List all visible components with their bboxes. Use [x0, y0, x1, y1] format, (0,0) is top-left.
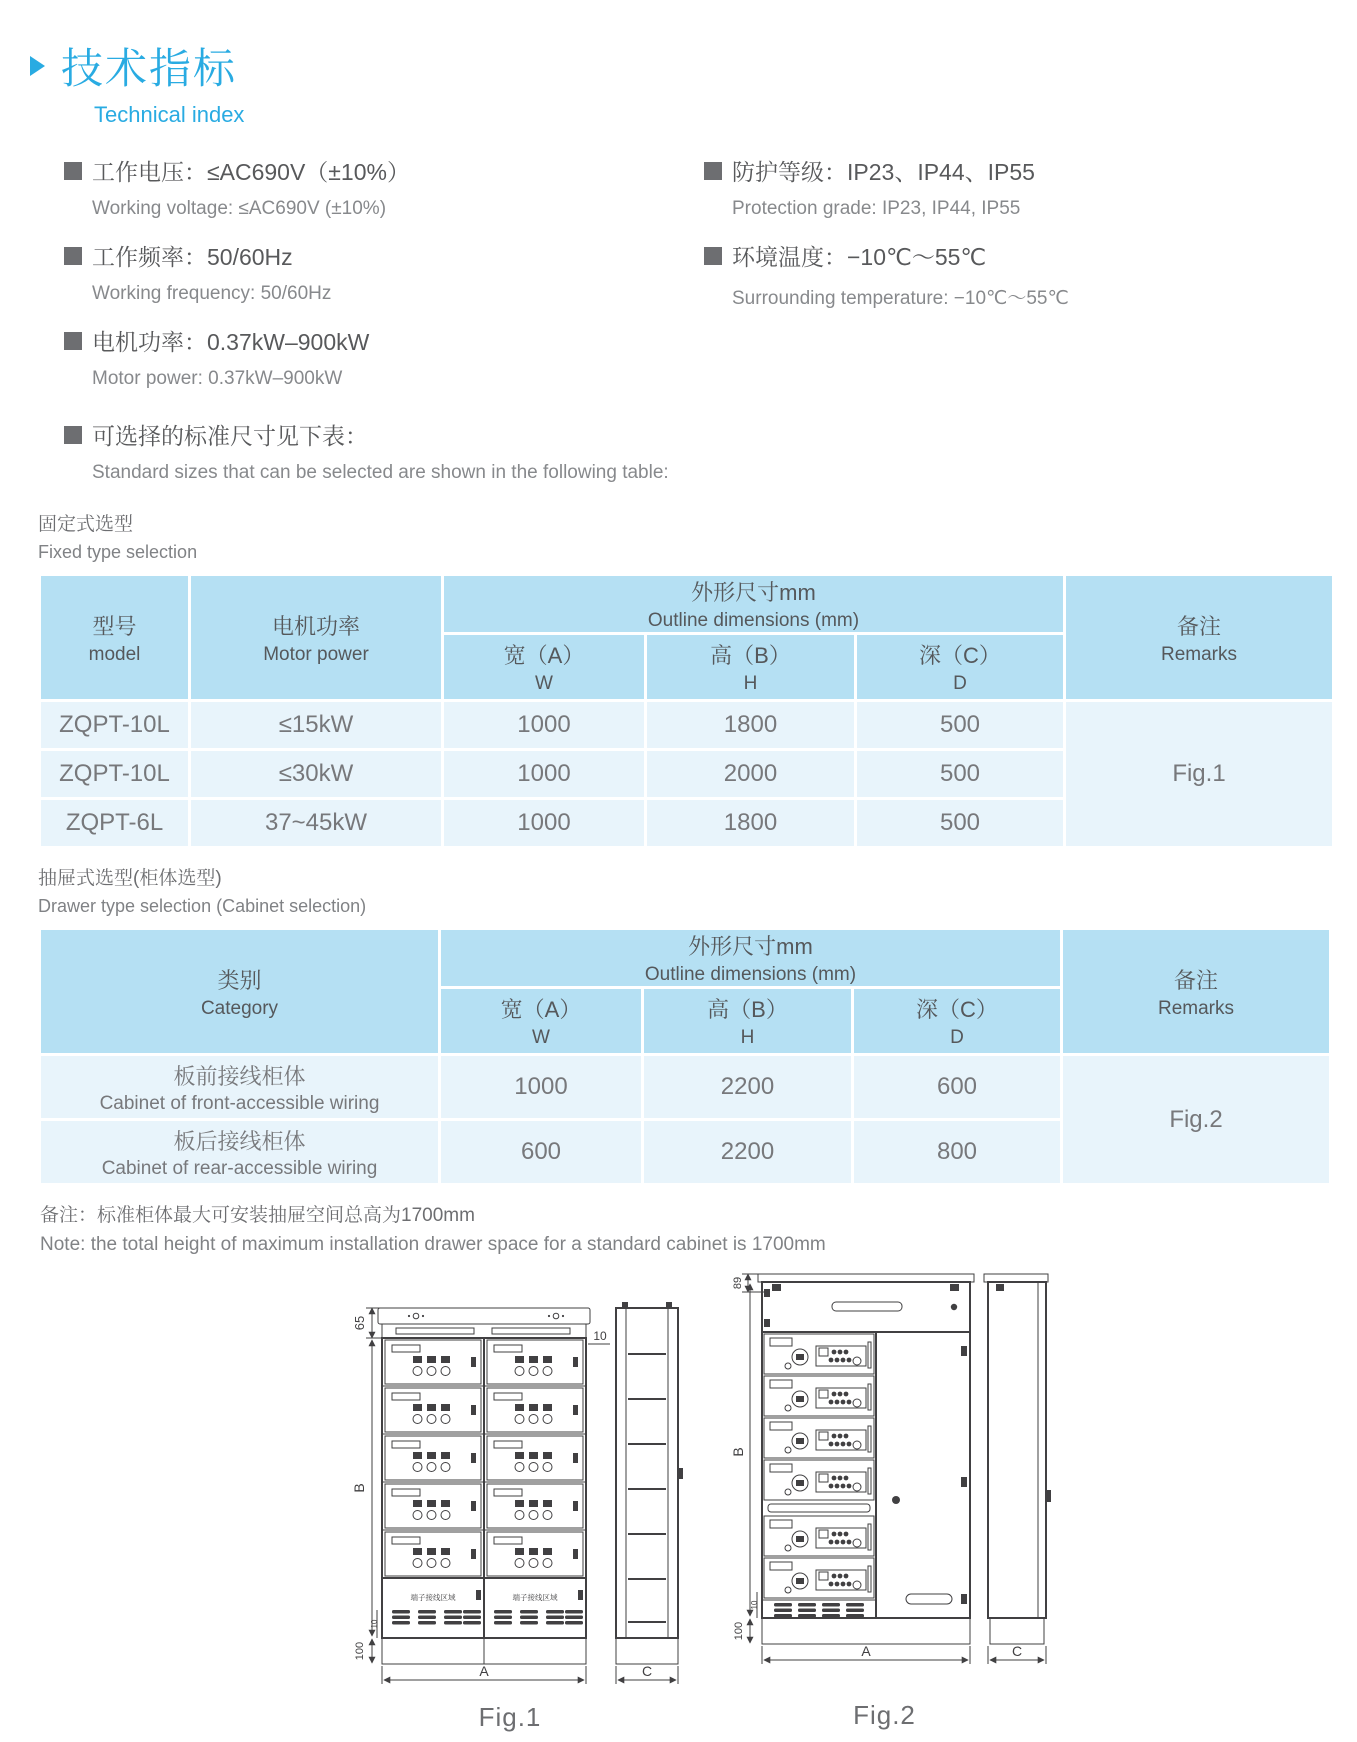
- bullet-square-icon: [704, 247, 722, 265]
- col-header-width: 宽（A） W: [441, 989, 641, 1053]
- fig1-caption: Fig.1: [478, 1702, 542, 1732]
- col-header-outline-dimensions: 外形尺寸mm Outline dimensions (mm): [441, 930, 1060, 986]
- page-subtitle: Technical index: [94, 102, 245, 127]
- drawer-type-table: [38, 927, 1332, 1186]
- fig1-dim-depth: C: [641, 1663, 653, 1679]
- spec-temperature-cn: 环境温度：−10℃～55℃: [732, 244, 987, 270]
- col-header-category: 类别 Category: [41, 930, 438, 1053]
- col-header-remarks: 备注 Remarks: [1063, 930, 1329, 1053]
- bullet-square-icon: [64, 332, 82, 350]
- fig2-dim-top: 89: [732, 1276, 744, 1290]
- col-header-height: 高（B） H: [644, 989, 851, 1053]
- fig2-dim-bottom-small: 10: [750, 1600, 759, 1610]
- fig2-dim-width: A: [861, 1643, 871, 1659]
- spec-voltage-cn: 工作电压：≤AC690V（±10%）: [92, 159, 410, 185]
- footnote: [40, 1200, 1357, 1256]
- cell-model: ZQPT-6L: [41, 800, 188, 846]
- cell-category: 板后接线柜体 Cabinet of rear-accessible wiring: [41, 1121, 438, 1183]
- fig2-drawing: [712, 1262, 1057, 1694]
- table-row: [41, 1056, 1329, 1118]
- section-arrow-icon: [30, 56, 45, 76]
- spec-frequency-cn: 工作频率：50/60Hz: [92, 244, 293, 270]
- cell-depth: 800: [854, 1121, 1060, 1183]
- spec-column-right: [704, 154, 1357, 503]
- cell-model: ZQPT-10L: [41, 751, 188, 797]
- page-header: [30, 36, 1357, 128]
- col-header-model: 型号 model: [41, 576, 188, 699]
- spec-item-temperature: [704, 239, 1357, 310]
- cell-height: 2000: [647, 751, 854, 797]
- col-header-remarks: 备注 Remarks: [1066, 576, 1332, 699]
- spec-item-standard-sizes: [64, 418, 704, 484]
- spec-standard-sizes-en: Standard sizes that can be selected are shown in the following table:: [92, 462, 669, 483]
- cell-power: ≤30kW: [191, 751, 441, 797]
- cell-height: 2200: [644, 1121, 851, 1183]
- cell-remarks: Fig.1: [1066, 702, 1332, 846]
- col-header-outline-dimensions: 外形尺寸mm Outline dimensions (mm): [444, 576, 1063, 632]
- col-header-width: 宽（A） W: [444, 635, 644, 699]
- table-row: [41, 702, 1332, 748]
- figures-area: [0, 1262, 1357, 1742]
- spec-protection-en: Protection grade: IP23, IP44, IP55: [732, 198, 1021, 219]
- fig1-dim-plinth: 100: [354, 1641, 366, 1661]
- cell-height: 1800: [647, 702, 854, 748]
- spec-item-protection: [704, 154, 1357, 220]
- cell-depth: 600: [854, 1056, 1060, 1118]
- drawer-section-label: [38, 863, 1357, 917]
- footnote-en: Note: the total height of maximum installation drawer space for a standard cabinet is 1700mm: [40, 1234, 826, 1255]
- spec-standard-sizes-cn: 可选择的标准尺寸见下表：: [92, 423, 368, 449]
- spec-motor-power-en: Motor power: 0.37kW–900kW: [92, 368, 343, 389]
- cell-width: 1000: [444, 751, 644, 797]
- bullet-square-icon: [64, 162, 82, 180]
- fixed-type-table: [38, 573, 1335, 849]
- cell-height: 2200: [644, 1056, 851, 1118]
- cell-model: ZQPT-10L: [41, 702, 188, 748]
- cell-depth: 500: [857, 751, 1063, 797]
- col-header-depth: 深（C） D: [857, 635, 1063, 699]
- fixed-section-label-cn: 固定式选型: [38, 514, 134, 535]
- cell-width: 1000: [444, 800, 644, 846]
- cell-category: 板前接线柜体 Cabinet of front-accessible wiring: [41, 1056, 438, 1118]
- cell-remarks: Fig.2: [1063, 1056, 1329, 1183]
- spec-item-frequency: [64, 239, 704, 305]
- fig2-dim-plinth: 100: [733, 1621, 745, 1641]
- bullet-square-icon: [704, 162, 722, 180]
- spec-item-motor-power: [64, 324, 704, 390]
- fig1-dim-top-right: 10: [593, 1329, 607, 1343]
- spec-list: [64, 154, 1357, 503]
- fig1-group: [330, 1292, 690, 1733]
- fig2-dim-depth: C: [1011, 1643, 1023, 1659]
- fig2-dim-height: B: [730, 1447, 746, 1457]
- fig2-group: [712, 1262, 1057, 1731]
- spec-motor-power-cn: 电机功率：0.37kW–900kW: [92, 329, 370, 355]
- footnote-cn: 备注：标准柜体最大可安装抽屉空间总高为1700mm: [40, 1205, 475, 1226]
- fixed-section-label-en: Fixed type selection: [38, 542, 198, 562]
- col-header-depth: 深（C） D: [854, 989, 1060, 1053]
- fig1-dim-bottom-small: 10: [370, 1619, 379, 1629]
- col-header-motor-power: 电机功率 Motor power: [191, 576, 441, 699]
- cell-power: 37~45kW: [191, 800, 441, 846]
- fig1-dim-width: A: [479, 1663, 489, 1679]
- cell-width: 1000: [441, 1056, 641, 1118]
- spec-column-left: [64, 154, 704, 503]
- fig1-drawing: [330, 1292, 690, 1696]
- cell-depth: 500: [857, 702, 1063, 748]
- page-title: 技术指标: [61, 45, 238, 92]
- spec-voltage-en: Working voltage: ≤AC690V (±10%): [92, 198, 387, 219]
- cell-height: 1800: [647, 800, 854, 846]
- spec-temperature-en: Surrounding temperature: −10℃～55℃: [732, 288, 1069, 309]
- col-header-height: 高（B） H: [647, 635, 854, 699]
- bullet-square-icon: [64, 426, 82, 444]
- fixed-section-label: [38, 509, 1357, 563]
- spec-frequency-en: Working frequency: 50/60Hz: [92, 283, 332, 304]
- page: [0, 36, 1357, 1732]
- cell-power: ≤15kW: [191, 702, 441, 748]
- fig1-terminal-label: 端子接线区域: [410, 1593, 456, 1602]
- cell-width: 1000: [444, 702, 644, 748]
- cell-width: 600: [441, 1121, 641, 1183]
- fig2-caption: Fig.2: [853, 1700, 916, 1730]
- fig1-terminal-label: 端子接线区域: [512, 1593, 558, 1602]
- drawer-section-label-cn: 抽屉式选型(柜体选型): [38, 868, 222, 889]
- fig1-dim-top: 65: [352, 1315, 367, 1331]
- bullet-square-icon: [64, 247, 82, 265]
- cell-depth: 500: [857, 800, 1063, 846]
- spec-protection-cn: 防护等级：IP23、IP44、IP55: [732, 159, 1035, 185]
- spec-item-voltage: [64, 154, 704, 220]
- drawer-section-label-en: Drawer type selection (Cabinet selection): [38, 896, 367, 916]
- fig1-dim-height: B: [351, 1483, 367, 1493]
